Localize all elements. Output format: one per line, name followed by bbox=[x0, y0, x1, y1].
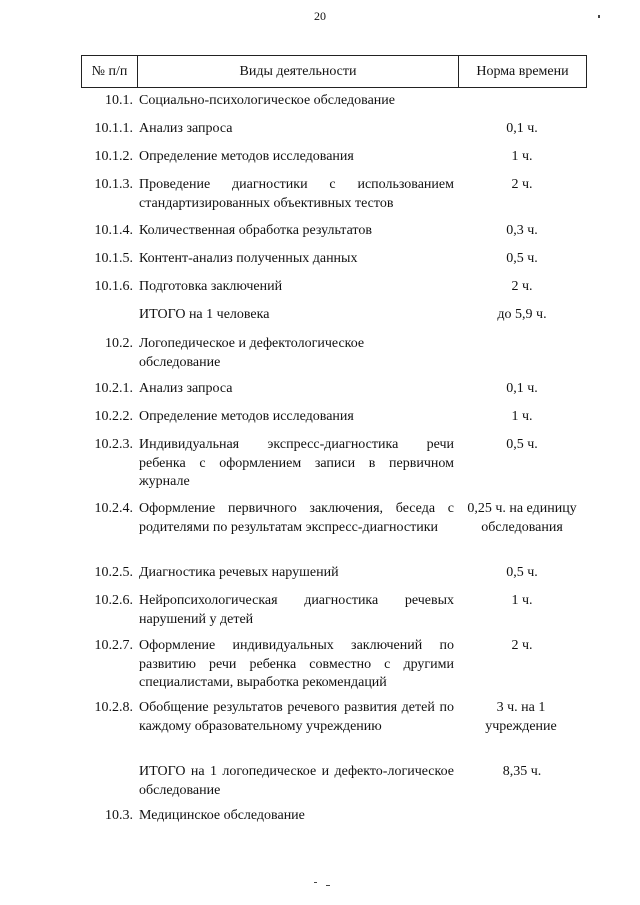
page-number: 20 bbox=[314, 9, 326, 23]
header-col-number: № п/п bbox=[82, 56, 138, 88]
row-number: 10.2.2. bbox=[94, 409, 133, 424]
row-norm: 0,25 ч. на единицу обследования bbox=[467, 501, 577, 535]
row-norm: 3 ч. на 1 учреждение bbox=[485, 700, 557, 734]
row-description: Определение методов исследования bbox=[139, 409, 354, 424]
row-norm: 2 ч. bbox=[511, 638, 533, 653]
scan-speck bbox=[598, 15, 600, 18]
row-description: Определение методов исследования bbox=[139, 149, 354, 164]
row-norm: 0,5 ч. bbox=[506, 437, 538, 452]
row-description: ИТОГО на 1 логопедическое и дефекто-логическое обследование bbox=[139, 764, 454, 798]
row-norm: 0,5 ч. bbox=[506, 251, 538, 266]
row-norm: 2 ч. bbox=[511, 177, 533, 192]
row-description: Обобщение результатов речевого развития детей по каждому образовательному учреждению bbox=[139, 700, 454, 734]
row-number: 10.1.3. bbox=[94, 177, 133, 192]
row-number: 10.1.1. bbox=[94, 121, 133, 136]
row-norm: 1 ч. bbox=[511, 593, 533, 608]
row-number: 10.1.6. bbox=[94, 279, 133, 294]
row-description: Количественная обработка результатов bbox=[139, 223, 372, 238]
row-description: Анализ запроса bbox=[139, 381, 233, 396]
row-number: 10.2.6. bbox=[94, 593, 133, 608]
row-number: 10.2.4. bbox=[94, 501, 133, 516]
row-description: Анализ запроса bbox=[139, 121, 233, 136]
row-norm: 2 ч. bbox=[511, 279, 533, 294]
row-description: Проведение диагностики с использованием стандартизированных объективных тестов bbox=[139, 177, 454, 211]
row-norm: 0,1 ч. bbox=[506, 121, 538, 136]
row-number: 10.1.2. bbox=[94, 149, 133, 164]
row-description: Подготовка заключений bbox=[139, 279, 283, 294]
row-norm: до 5,9 ч. bbox=[497, 307, 547, 322]
row-description: Социально-психологическое обследование bbox=[139, 93, 395, 108]
row-number: 10.1.4. bbox=[94, 223, 133, 238]
row-number: 10.2. bbox=[105, 336, 133, 351]
row-norm: 0,1 ч. bbox=[506, 381, 538, 396]
row-description: Медицинское обследование bbox=[139, 808, 305, 823]
row-description: Оформление индивидуальных заключений по развитию речи ребенка совместно с другими специалистами, выработка рекомендаций bbox=[139, 638, 454, 690]
row-description: Контент-анализ полученных данных bbox=[139, 251, 358, 266]
row-norm: 1 ч. bbox=[511, 409, 533, 424]
row-number: 10.2.7. bbox=[94, 638, 133, 653]
row-number: 10.2.3. bbox=[94, 437, 133, 452]
row-description: Индивидуальная экспресс-диагностика речи ребенка с оформлением записи в первичном журнале bbox=[139, 437, 454, 489]
row-description: Нейропсихологическая диагностика речевых нарушений у детей bbox=[139, 593, 454, 627]
row-description: ИТОГО на 1 человека bbox=[139, 307, 270, 322]
row-number: 10.2.8. bbox=[94, 700, 133, 715]
row-number: 10.2.1. bbox=[94, 381, 133, 396]
header-col-activity: Виды деятельности bbox=[138, 56, 459, 88]
row-description: Оформление первичного заключения, беседа с родителями по результатам экспресс-диагностики bbox=[139, 501, 454, 535]
row-number: 10.1.5. bbox=[94, 251, 133, 266]
row-norm: 0,3 ч. bbox=[506, 223, 538, 238]
row-number: 10.1. bbox=[105, 93, 133, 108]
row-norm: 1 ч. bbox=[511, 149, 533, 164]
scan-speck bbox=[314, 882, 317, 883]
scan-speck bbox=[326, 885, 330, 886]
row-number: 10.2.5. bbox=[94, 565, 133, 580]
table-header bbox=[81, 55, 587, 88]
row-number: 10.3. bbox=[105, 808, 133, 823]
row-description: Логопедическое и дефектологическое обследование bbox=[139, 336, 365, 370]
row-norm: 0,5 ч. bbox=[506, 565, 538, 580]
header-col-norm: Норма времени bbox=[459, 56, 587, 88]
row-description: Диагностика речевых нарушений bbox=[139, 565, 339, 580]
row-norm: 8,35 ч. bbox=[502, 764, 542, 779]
